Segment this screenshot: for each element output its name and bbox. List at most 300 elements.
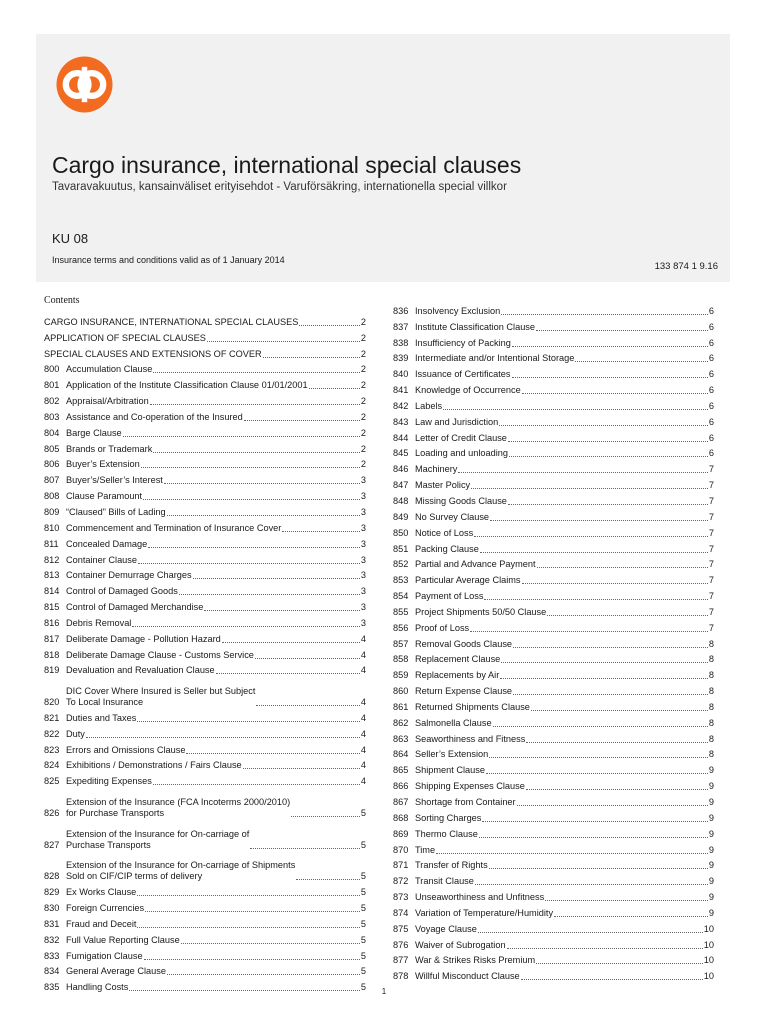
toc-entry-body — [44, 349, 366, 360]
clause-title — [66, 686, 255, 708]
toc-entry-body — [415, 496, 714, 507]
clause-title-line: Shipping Expenses Clause — [415, 781, 525, 792]
toc-entry-body — [66, 729, 366, 740]
clause-number: 861 — [393, 701, 409, 712]
clause-title — [66, 428, 122, 439]
clause-title-line: Insufficiency of Packing — [415, 337, 511, 348]
clause-title — [415, 781, 525, 792]
toc-entry-body — [66, 491, 366, 502]
clause-title-line: Extension of the Insurance for On-carriage of Shipments — [66, 860, 296, 871]
clause-title-line: Machinery — [415, 464, 458, 475]
clause-number: 810 — [44, 522, 60, 533]
toc-entry-body — [66, 776, 366, 787]
page-reference: 7 — [708, 575, 714, 586]
toc-entry — [393, 919, 714, 935]
clause-number: 843 — [393, 416, 409, 427]
clause-number: 838 — [393, 337, 409, 348]
page-reference: 6 — [708, 369, 714, 380]
page-reference: 9 — [708, 892, 714, 903]
clause-title — [66, 444, 152, 455]
clause-title-line: Particular Average Claims — [415, 575, 521, 586]
page-reference: 2 — [360, 411, 366, 422]
contents-heading: Contents — [44, 295, 80, 306]
page-reference: 6 — [708, 305, 714, 316]
clause-title-line: Variation of Temperature/Humidity — [415, 907, 554, 918]
dot-leader — [513, 647, 708, 648]
dot-leader — [526, 789, 708, 790]
toc-entry-body — [415, 338, 714, 349]
clause-title — [66, 966, 166, 977]
clause-title-continuation: To Local Insurance — [66, 697, 144, 708]
toc-entry-body — [66, 507, 366, 518]
dot-leader — [138, 563, 360, 564]
clause-number: 844 — [393, 432, 409, 443]
page-reference: 6 — [708, 400, 714, 411]
clause-title — [66, 570, 192, 581]
toc-entry — [393, 792, 714, 808]
dot-leader — [186, 753, 359, 754]
clause-number: 811 — [44, 538, 59, 549]
toc-entry — [393, 903, 714, 919]
toc-entry — [393, 856, 714, 872]
page-reference: 9 — [708, 797, 714, 807]
toc-entry-body — [66, 650, 366, 661]
toc-entry — [393, 364, 714, 380]
page-reference: 9 — [708, 860, 714, 871]
clause-title — [415, 512, 489, 523]
toc-entry-body — [415, 702, 714, 713]
toc-entry — [393, 570, 714, 586]
clause-number: 812 — [44, 554, 60, 565]
toc-entry-body — [66, 903, 366, 914]
clause-title-line: Buyer’s/Seller’s Interest — [66, 475, 163, 486]
clause-title-line: Law and Jurisdiction — [415, 416, 499, 427]
validity-statement: Insurance terms and conditions valid as of 1 January 2014 — [52, 255, 285, 265]
dot-leader — [443, 409, 708, 410]
clause-title-continuation: Sold on CIF/CIP terms of delivery — [66, 871, 203, 882]
dot-leader — [167, 974, 360, 975]
clause-number: 835 — [44, 982, 60, 993]
clause-number: 878 — [393, 971, 409, 982]
dot-leader — [508, 441, 708, 442]
dot-leader — [500, 678, 708, 679]
dot-leader — [141, 467, 360, 468]
page-reference: 9 — [708, 781, 714, 792]
clause-title — [66, 507, 166, 518]
dot-leader — [144, 959, 360, 960]
toc-entry-body — [66, 797, 366, 819]
page-reference: 5 — [360, 950, 366, 961]
toc-entry-body — [415, 749, 714, 760]
toc-entry — [393, 349, 714, 365]
toc-entry-body — [66, 444, 366, 455]
toc-entry-body — [415, 417, 714, 428]
toc-entry-body — [415, 464, 714, 475]
page-reference: 2 — [360, 396, 366, 407]
toc-entry — [393, 634, 714, 650]
clause-number: 858 — [393, 654, 409, 665]
page-reference: 10 — [703, 923, 714, 934]
dot-leader — [193, 578, 360, 579]
dot-leader — [554, 916, 708, 917]
clause-title-line: Letter of Credit Clause — [415, 432, 507, 443]
clause-number: 804 — [44, 427, 60, 438]
dot-leader — [296, 879, 360, 880]
page-reference: 8 — [708, 686, 714, 697]
clause-title — [415, 464, 457, 475]
clause-number: 828 — [44, 871, 60, 882]
dot-leader — [309, 388, 360, 389]
clause-title — [66, 951, 143, 962]
toc-entry — [44, 613, 366, 629]
clause-title-line: Clause Paramount — [66, 491, 143, 502]
toc-entry-body — [66, 602, 366, 613]
clause-number: 869 — [393, 828, 409, 839]
page-reference: 2 — [360, 348, 366, 359]
toc-entry — [393, 887, 714, 903]
clause-number: 859 — [393, 670, 409, 681]
clause-title-line: Container Clause — [66, 554, 137, 565]
document-title: Cargo insurance, international special clauses — [52, 152, 522, 178]
clause-number: 852 — [393, 559, 409, 570]
toc-entry-body — [415, 813, 714, 824]
dot-leader — [489, 757, 708, 758]
page-reference: 6 — [708, 385, 714, 396]
toc-entry — [44, 676, 366, 708]
dot-leader — [480, 552, 708, 553]
dot-leader — [575, 361, 708, 362]
page-reference: 5 — [360, 808, 366, 818]
toc-entry-body — [415, 369, 714, 380]
dot-leader — [222, 642, 360, 643]
clause-title-line: Barge Clause — [66, 427, 122, 438]
clause-title — [415, 845, 435, 856]
clause-title-line: Partial and Advance Payment — [415, 559, 536, 570]
clause-title — [66, 586, 178, 597]
toc-entry — [393, 650, 714, 666]
clause-title-line: Intermediate and/or Intentional Storage — [415, 353, 575, 364]
dot-leader — [499, 425, 708, 426]
clause-number: 854 — [393, 591, 409, 602]
clause-title — [415, 448, 508, 459]
clause-number: 855 — [393, 606, 409, 617]
toc-entry — [44, 470, 366, 486]
toc-entry-body — [415, 559, 714, 570]
clause-title — [66, 618, 131, 629]
dot-leader — [474, 536, 708, 537]
page-reference: 9 — [708, 812, 714, 823]
page-reference: 4 — [360, 697, 366, 708]
dot-leader — [537, 567, 708, 568]
clause-title-line: Project Shipments 50/50 Clause — [415, 606, 547, 617]
page-reference: 9 — [708, 876, 714, 887]
page-reference: 9 — [708, 765, 714, 776]
page-reference: 7 — [708, 480, 714, 491]
page-reference: 8 — [708, 670, 714, 681]
toc-entry-body — [415, 544, 714, 555]
dot-leader — [137, 895, 360, 896]
clause-number: 801 — [44, 380, 60, 391]
clause-number: 868 — [393, 812, 409, 823]
clause-number: 847 — [393, 480, 409, 491]
page-reference: 8 — [708, 749, 714, 760]
page-reference: 6 — [708, 432, 714, 443]
page-reference: 7 — [708, 559, 714, 570]
clause-title — [415, 797, 516, 808]
dot-leader — [471, 488, 708, 489]
toc-entry — [393, 729, 714, 745]
page-reference: 8 — [708, 701, 714, 712]
dot-leader — [150, 404, 360, 405]
clause-title-line: Loading and unloading — [415, 448, 508, 459]
clause-title — [66, 491, 142, 502]
clause-title-line: Foreign Currencies — [66, 903, 145, 914]
page-reference: 2 — [360, 427, 366, 438]
toc-entry-body — [415, 401, 714, 412]
clause-title-line: Deliberate Damage - Pollution Hazard — [66, 633, 221, 644]
clause-number: 836 — [393, 305, 409, 316]
toc-entry-body — [415, 829, 714, 840]
clause-number: 876 — [393, 939, 409, 950]
toc-entry — [44, 407, 366, 423]
toc-entry — [393, 681, 714, 697]
clause-title — [415, 829, 478, 840]
clause-title — [415, 401, 442, 412]
clause-title-continuation: Purchase Transports — [66, 839, 151, 850]
clause-title-line: Knowledge of Occurrence — [415, 385, 521, 396]
clause-title — [44, 333, 206, 344]
dot-leader — [204, 610, 360, 611]
page-reference: 2 — [360, 316, 366, 327]
clause-title-line: CARGO INSURANCE, INTERNATIONAL SPECIAL CLAUSES — [44, 316, 299, 327]
clause-title — [415, 559, 536, 570]
clause-number: 857 — [393, 638, 409, 649]
toc-entry-body — [415, 591, 714, 602]
clause-number: 831 — [44, 918, 60, 929]
page-reference: 3 — [360, 475, 366, 486]
clause-title — [66, 829, 249, 851]
clause-number: 821 — [44, 712, 60, 723]
dot-leader — [143, 499, 360, 500]
toc-entry — [393, 539, 714, 555]
clause-number: 863 — [393, 733, 409, 744]
clause-title — [415, 892, 544, 903]
clause-title-line: Fumigation Clause — [66, 950, 143, 961]
page-reference: 2 — [360, 443, 366, 454]
toc-entry-body — [415, 924, 714, 935]
clause-number: 872 — [393, 876, 409, 887]
clause-number: 808 — [44, 491, 60, 502]
toc-entry-body — [415, 686, 714, 697]
toc-entry — [393, 507, 714, 523]
clause-number: 867 — [393, 797, 409, 807]
toc-entry — [44, 439, 366, 455]
toc-entry — [44, 708, 366, 724]
page-reference: 10 — [703, 939, 714, 950]
clause-title — [66, 380, 308, 391]
toc-entry-body — [415, 892, 714, 903]
page-reference: 7 — [708, 495, 714, 506]
clause-title — [66, 887, 136, 898]
dot-leader — [512, 346, 708, 347]
clause-title — [415, 338, 511, 349]
page-reference: 7 — [708, 622, 714, 633]
clause-title-line: Packing Clause — [415, 543, 479, 554]
clause-title — [66, 412, 243, 423]
clause-title — [415, 544, 479, 555]
toc-entry-body — [66, 459, 366, 470]
dot-leader — [531, 710, 708, 711]
dot-leader — [470, 631, 708, 632]
toc-entry-body — [415, 718, 714, 729]
clause-title-line: Deliberate Damage Clause - Customs Service — [66, 649, 254, 660]
clause-number: 856 — [393, 622, 409, 633]
page-reference: 4 — [360, 633, 366, 644]
toc-entry — [393, 713, 714, 729]
page-reference: 5 — [360, 966, 366, 977]
clause-title-line: Assistance and Co-operation of the Insured — [66, 411, 243, 422]
page-reference: 5 — [360, 871, 366, 882]
dot-leader — [291, 816, 360, 817]
toc-entry-body — [66, 364, 366, 375]
toc-entry-body — [415, 940, 714, 951]
clause-title-line: Salmonella Clause — [415, 717, 492, 728]
dot-leader — [255, 658, 360, 659]
clause-title — [415, 702, 530, 713]
clause-title-line: War & Strikes Risks Premium — [415, 955, 536, 966]
toc-entry-body — [66, 428, 366, 439]
clause-title — [415, 686, 512, 697]
toc-entry-body — [44, 317, 366, 328]
toc-entry — [393, 745, 714, 761]
toc-entry-body — [415, 322, 714, 333]
clause-title-line: Transfer of Rights — [415, 860, 488, 871]
clause-number: 874 — [393, 907, 409, 918]
clause-title-line: Duties and Taxes — [66, 712, 137, 723]
clause-number: 871 — [393, 860, 409, 871]
toc-entry-body — [66, 523, 366, 534]
clause-title-line: APPLICATION OF SPECIAL CLAUSES — [44, 332, 206, 343]
dot-leader — [137, 927, 359, 928]
dot-leader — [86, 737, 360, 738]
toc-entry — [44, 486, 366, 502]
dot-leader — [153, 452, 360, 453]
dot-leader — [132, 626, 360, 627]
clause-number: 864 — [393, 749, 409, 760]
toc-entry-body — [66, 586, 366, 597]
page-reference: 2 — [360, 364, 366, 375]
toc-entry — [393, 380, 714, 396]
clause-number: 822 — [44, 728, 60, 739]
clause-number: 817 — [44, 633, 60, 644]
clause-title — [66, 459, 140, 470]
toc-entry-body — [66, 634, 366, 645]
clause-number: 832 — [44, 934, 60, 945]
dot-leader — [179, 594, 360, 595]
page-reference: 3 — [360, 538, 366, 549]
toc-entry — [44, 344, 366, 360]
toc-entry-body — [66, 380, 366, 391]
toc-entry — [393, 935, 714, 951]
clause-number: 865 — [393, 765, 409, 776]
page-reference: 6 — [708, 337, 714, 348]
page-reference: 10 — [703, 955, 714, 966]
toc-entry — [393, 618, 714, 634]
toc-entry — [44, 819, 366, 851]
toc-entry — [44, 898, 366, 914]
clause-title — [415, 369, 511, 380]
clause-title-line: Exhibitions / Demonstrations / Fairs Clause — [66, 760, 242, 771]
toc-entry — [393, 444, 714, 460]
toc-entry — [393, 776, 714, 792]
clause-title — [415, 924, 477, 935]
toc-entry-body — [415, 480, 714, 491]
clause-title-line: Time — [415, 844, 436, 855]
toc-entry — [44, 360, 366, 376]
clause-title-line: Removal Goods Clause — [415, 638, 513, 649]
toc-entry — [44, 581, 366, 597]
dot-leader — [536, 330, 708, 331]
clause-title — [66, 539, 147, 550]
clause-number: 816 — [44, 617, 60, 628]
dot-leader — [164, 483, 360, 484]
dot-leader — [167, 515, 360, 516]
toc-entry-body — [415, 765, 714, 776]
page-reference: 6 — [708, 448, 714, 459]
page-reference: 4 — [360, 712, 366, 723]
toc-entry — [44, 740, 366, 756]
toc-entry — [44, 946, 366, 962]
toc-entry-body — [66, 713, 366, 724]
clause-number: 829 — [44, 887, 60, 898]
dot-leader — [508, 504, 708, 505]
toc-entry — [393, 824, 714, 840]
clause-title-line: Handling Costs — [66, 982, 129, 993]
clause-title-line: Fraud and Deceit — [66, 918, 137, 929]
clause-number: 800 — [44, 364, 60, 375]
clause-title-line: Duty — [66, 728, 85, 739]
clause-number: 849 — [393, 511, 409, 522]
clause-title — [415, 306, 500, 317]
clause-title — [66, 903, 144, 914]
toc-entry — [393, 475, 714, 491]
clause-title — [415, 971, 520, 982]
toc-entry-body — [415, 639, 714, 650]
dot-leader — [216, 673, 360, 674]
clause-title — [66, 364, 152, 375]
clause-title-line: Ex Works Clause — [66, 887, 137, 898]
toc-entry-body — [415, 448, 714, 459]
clause-title-line: Insolvency Exclusion — [415, 305, 501, 316]
toc-entry-body — [415, 955, 714, 966]
clause-number: 805 — [44, 443, 60, 454]
dot-leader — [250, 848, 360, 849]
clause-title — [415, 876, 474, 887]
page-reference: 7 — [708, 527, 714, 538]
dot-leader — [153, 784, 360, 785]
clause-number: 825 — [44, 776, 60, 787]
toc-entry — [393, 840, 714, 856]
clause-title-line: Sorting Charges — [415, 812, 482, 823]
clause-title — [66, 396, 149, 407]
dot-leader — [489, 868, 708, 869]
page-reference: 2 — [360, 332, 366, 343]
clause-title — [415, 591, 483, 602]
page-number: 1 — [381, 987, 387, 996]
clause-title-line: Accumulation Clause — [66, 364, 153, 375]
clause-title-line: Concealed Damage — [66, 538, 148, 549]
clause-title — [415, 718, 492, 729]
